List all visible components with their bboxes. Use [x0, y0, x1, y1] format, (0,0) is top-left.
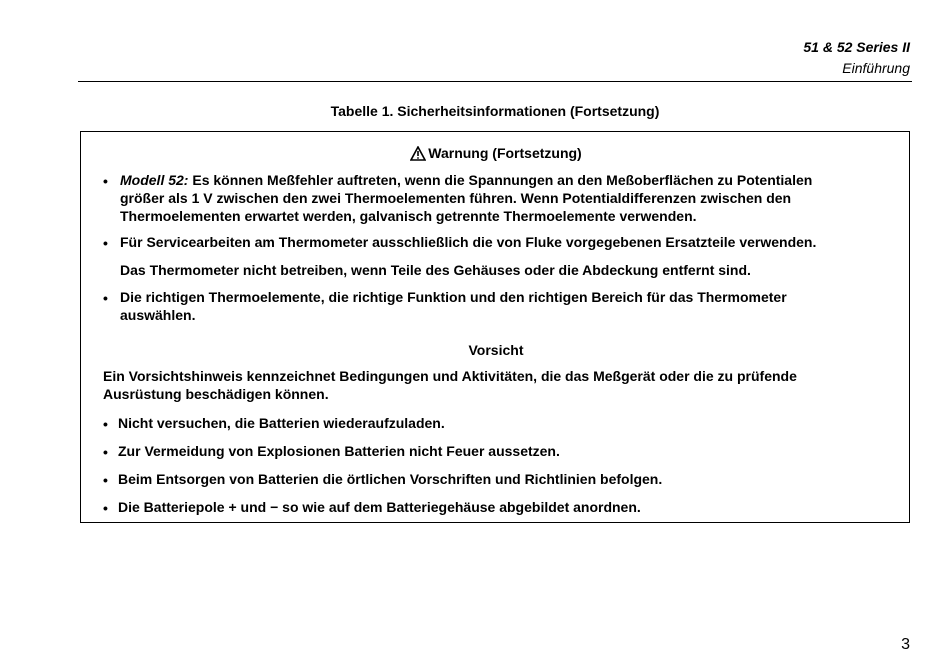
warning-heading [81, 144, 911, 165]
caution-item-3: Beim Entsorgen von Batterien die örtlichen Vorschriften und Richtlinien befolgen. [118, 471, 663, 487]
caution-intro-line-2: Ausrüstung beschädigen können. [103, 386, 329, 402]
warning-item-1 [120, 171, 900, 225]
caution-item-1: Nicht versuchen, die Batterien wiederaufzuladen. [118, 415, 445, 431]
bullet-icon: • [103, 235, 108, 251]
warning-item-3-line-1: Die richtigen Thermoelemente, die richtige Funktion und den richtigen Bereich für das Thermometer [120, 289, 787, 305]
page-number: 3 [901, 636, 910, 653]
bullet-icon: • [103, 290, 108, 306]
warning-triangle-icon [410, 146, 426, 161]
warning-item-2-continuation: Das Thermometer nicht betreiben, wenn Teile des Gehäuses oder die Abdeckung entfernt sind. [120, 262, 751, 278]
bullet-icon: • [103, 472, 108, 488]
header-title: 51 & 52 Series II [803, 39, 910, 55]
caution-intro-line-1: Ein Vorsichtshinweis kennzeichnet Bedingungen und Aktivitäten, die das Meßgerät oder die zu prüfende [103, 368, 797, 384]
caution-heading: Vorsicht [468, 342, 524, 358]
safety-table [80, 131, 910, 523]
bullet-icon: • [103, 416, 108, 432]
bullet-icon: • [103, 500, 108, 516]
warning-item-1-line-1 [120, 171, 900, 189]
warning-item-3 [120, 288, 900, 324]
model-label: Modell 52: [120, 172, 189, 188]
header-rule [78, 81, 912, 82]
header-subtitle: Einführung [842, 60, 910, 76]
bullet-icon: • [103, 173, 108, 189]
caution-intro [103, 367, 893, 403]
warning-item-1-line-3: Thermoelementen erwartet werden, galvanisch getrennte Thermoelemente verwenden. [120, 208, 697, 224]
table-title: Tabelle 1. Sicherheitsinformationen (Fortsetzung) [330, 103, 660, 119]
warning-item-2: Für Servicearbeiten am Thermometer ausschließlich die von Fluke vorgegebenen Ersatzteile verwenden. [120, 234, 817, 250]
warning-item-3-line-2: auswählen. [120, 307, 196, 323]
bullet-icon: • [103, 444, 108, 460]
warning-item-1-line-2: größer als 1 V zwischen den zwei Thermoelementen führen. Wenn Potentialdifferenzen zwischen den [120, 190, 792, 206]
caution-item-4: Die Batteriepole + und − so wie auf dem Batteriegehäuse abgebildet anordnen. [118, 499, 641, 515]
caution-item-2: Zur Vermeidung von Explosionen Batterien nicht Feuer aussetzen. [118, 443, 560, 459]
warning-heading-text: Warnung (Fortsetzung) [428, 145, 582, 161]
warning-item-1-line-1-text: Es können Meßfehler auftreten, wenn die Spannungen an den Meßoberflächen zu Potentialen [188, 172, 813, 188]
